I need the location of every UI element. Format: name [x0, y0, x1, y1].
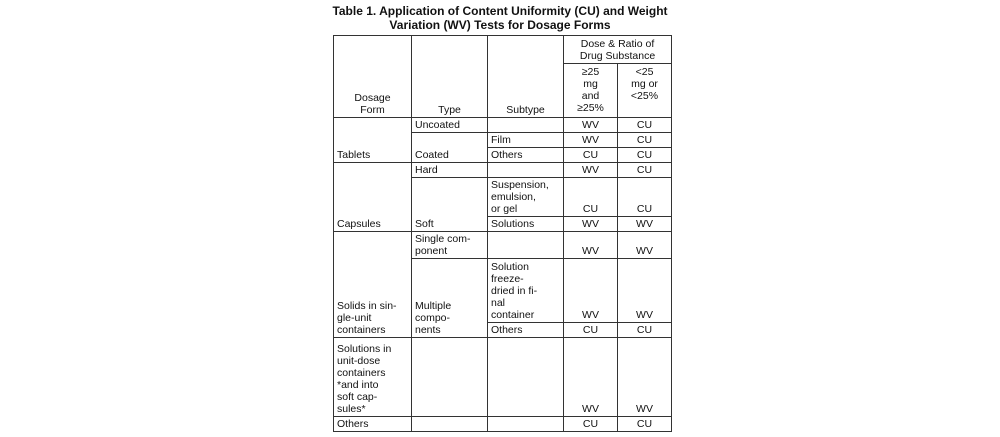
cell-ge25: WV — [564, 259, 618, 323]
cell-ge25: WV — [564, 133, 618, 148]
cell-ge25: CU — [564, 178, 618, 217]
subtype-film: Film — [488, 133, 564, 148]
header-row-1 — [334, 36, 672, 64]
cell-lt25: CU — [618, 178, 672, 217]
subtype-freeze-dried: Solution freeze- dried in fi- nal container — [488, 259, 564, 323]
group-solids: Solids in sin- gle-unit containers — [334, 232, 412, 338]
table-title-line-2: Variation (WV) Tests for Dosage Forms — [389, 18, 611, 32]
cell-lt25: WV — [618, 217, 672, 232]
group-others: Others — [334, 417, 412, 432]
table-row — [334, 163, 672, 178]
cell-ge25: CU — [564, 148, 618, 163]
subtype-suspension: Suspension, emulsion, or gel — [488, 178, 564, 217]
header-lt25: <25 mg or <25% — [618, 64, 672, 118]
cell-ge25: CU — [564, 323, 618, 338]
group-solutions: Solutions in unit-dose containers *and into soft cap- sules* — [334, 338, 412, 417]
group-tablets: Tablets — [334, 118, 412, 163]
cell-ge25: WV — [564, 217, 618, 232]
subtype-solutions: Solutions — [488, 217, 564, 232]
table-row — [334, 118, 672, 133]
table-row — [334, 338, 672, 417]
cell-ge25: WV — [564, 118, 618, 133]
cell-ge25: CU — [564, 417, 618, 432]
subtype-empty — [488, 232, 564, 259]
header-dose-ratio: Dose & Ratio of Drug Substance — [564, 36, 672, 64]
header-ge25: ≥25 mg and ≥25% — [564, 64, 618, 118]
cell-lt25: WV — [618, 259, 672, 323]
cell-ge25: WV — [564, 338, 618, 417]
subtype-empty — [488, 417, 564, 432]
table-title-line-1: Table 1. Application of Content Uniformity (CU) and Weight — [332, 4, 668, 18]
header-type: Type — [412, 36, 488, 118]
subtype-empty — [488, 338, 564, 417]
type-soft: Soft — [412, 178, 488, 232]
type-uncoated: Uncoated — [412, 118, 488, 133]
type-single-component: Single com- ponent — [412, 232, 488, 259]
type-coated: Coated — [412, 133, 488, 163]
cell-lt25: WV — [618, 338, 672, 417]
subtype-others: Others — [488, 323, 564, 338]
header-dosage-form: Dosage Form — [334, 36, 412, 118]
table-title — [300, 4, 700, 32]
type-empty — [412, 417, 488, 432]
cell-ge25: WV — [564, 232, 618, 259]
header-subtype: Subtype — [488, 36, 564, 118]
table-row — [334, 232, 672, 259]
cu-wv-table — [333, 35, 672, 432]
cell-lt25: CU — [618, 323, 672, 338]
cell-lt25: CU — [618, 148, 672, 163]
subtype-empty — [488, 163, 564, 178]
cell-lt25: CU — [618, 133, 672, 148]
cell-lt25: CU — [618, 417, 672, 432]
type-multiple-components: Multiple compo- nents — [412, 259, 488, 338]
table-row — [334, 417, 672, 432]
type-hard: Hard — [412, 163, 488, 178]
subtype-others: Others — [488, 148, 564, 163]
cell-lt25: WV — [618, 232, 672, 259]
cell-ge25: WV — [564, 163, 618, 178]
cell-lt25: CU — [618, 163, 672, 178]
cell-lt25: CU — [618, 118, 672, 133]
type-empty — [412, 338, 488, 417]
subtype-empty — [488, 118, 564, 133]
group-capsules: Capsules — [334, 163, 412, 232]
